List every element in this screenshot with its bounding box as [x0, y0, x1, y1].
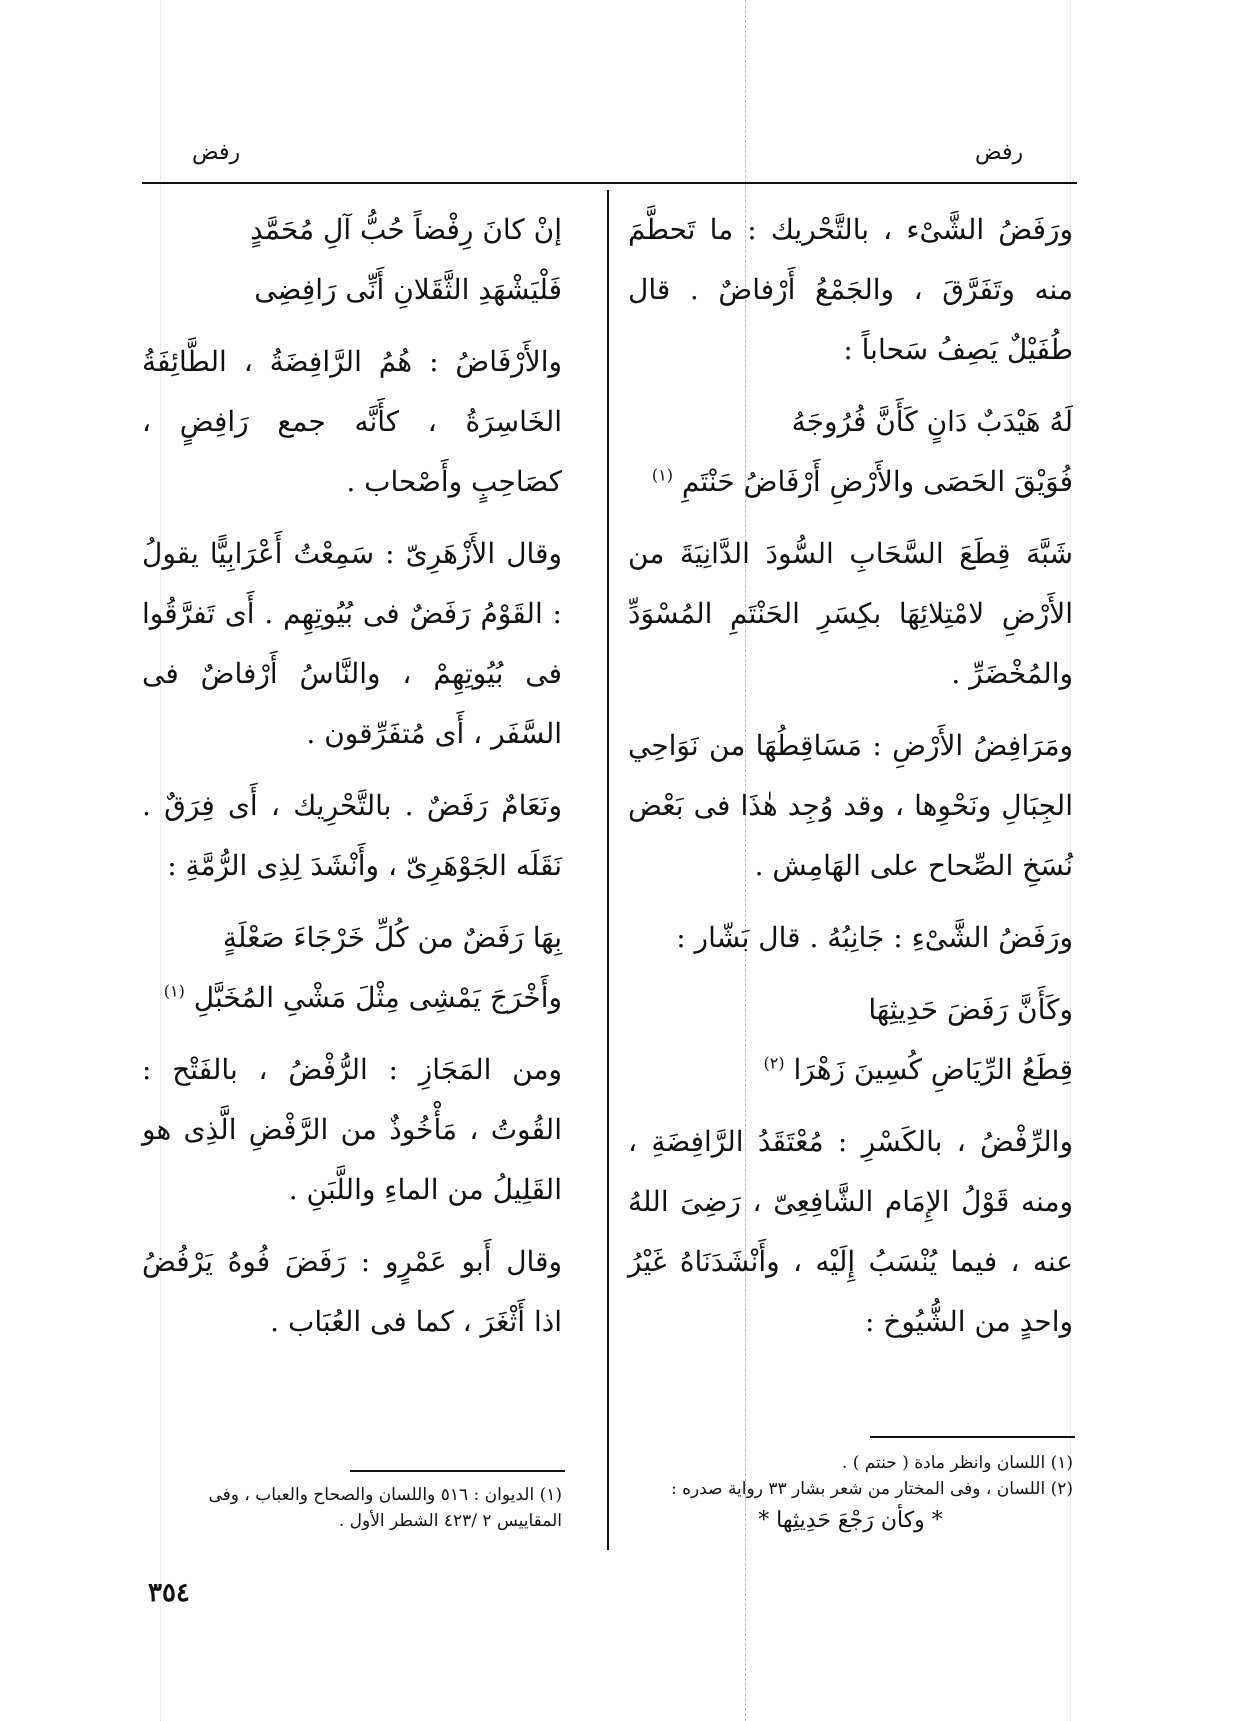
paragraph: ومَرَافِضُ الأَرْضِ : مَسَاقِطُهَا من نَوَاحِي الجِبَالِ ونَحْوِها ، وقد وُجِد هٰذَا فى بَعْض نُسَخِ الصِّحاح على الهَامِش .: [628, 729, 1073, 882]
page-number: ٣٥٤: [148, 1578, 190, 1608]
footnote-verse: * وكأن رَجْعَ حَدِيثِها *: [758, 1508, 943, 1533]
footnote-marker: (١): [163, 981, 185, 1001]
column-divider: [607, 190, 609, 1550]
footnote-rule: [350, 1470, 565, 1472]
footnote-marker: (٢): [763, 1053, 785, 1073]
running-head-right: رفض: [975, 140, 1024, 165]
verse: [628, 392, 1073, 512]
running-head-left: رفض: [192, 140, 241, 165]
footnotes-left: [142, 1482, 562, 1534]
verse-line: لَهُ هَيْدَبٌ دَانٍ كَأَنَّ فُرُوجَهُ: [791, 405, 1073, 438]
paragraph: وقال الأَزْهَرِىّ : سَمِعْتُ أَعْرَابِيًّا يقولُ : القَوْمُ رَفَضٌ فى بُيُوتِهِم . أَى تَفرَّقُوا فى بُيُوتِهِمْ ، والنَّاسُ أَرْفاضٌ فى السَّفَر ، أَى مُتفَرِّقون .: [142, 537, 562, 750]
verse: [142, 908, 562, 1028]
paragraph: والرِّفْضُ ، بالكَسْرِ : مُعْتَقَدُ الرَّافِضَةِ ، ومنه قَوْلُ الإِمَام الشَّافِعِىّ ، رَضِىَ اللهُ عنه ، فيما يُنْسَبُ إِلَيْه ، وأَنْشَدَنَاهُ غَيْرُ واحدٍ من الشُّيُوخ :: [628, 1125, 1073, 1338]
paragraph: ورَفَضُ الشَّىْءِ : جَانِبُهُ . قال بَشّار :: [676, 921, 1073, 954]
footnote: (١) اللسان وانظر مادة ( حنتم ) .: [841, 1453, 1073, 1473]
paragraph: وقال أَبو عَمْرٍو : رَفَضَ فُوهُ يَرْفُضُ اذا أَثْغَرَ ، كما فى العُبَاب .: [142, 1245, 562, 1338]
verse-line: إنْ كانَ رِفْضاً حُبُّ آلِ مُحَمَّدٍ: [250, 213, 562, 246]
footnotes-right: [628, 1450, 1073, 1534]
header-rule: [142, 182, 1077, 184]
verse-line: فُوَيْقَ الحَصَى والأَرْضِ أَرْفَاضُ حَنْتَمِ: [681, 465, 1073, 498]
verse-line: قِطَعُ الرِّيَاضِ كُسِينَ زَهْرَا: [793, 1053, 1073, 1086]
footnote: (٢) اللسان ، وفى المختار من شعر بشار ٣٣ رواية صدره :: [670, 1479, 1073, 1499]
paragraph: ومن المَجَازِ : الرُّفْضُ ، بالفَتْح : القُوتُ ، مَأْخُوذٌ من الرَّفْضِ الَّذِى هو القَلِيلُ من الماءِ واللَّبَنِ .: [142, 1053, 562, 1206]
right-column: [628, 200, 1073, 1364]
verse: [628, 980, 1073, 1100]
paragraph: شَبَّهَ قِطَعَ السَّحَابِ السُّودَ الدَّانِيَةَ من الأَرْضِ لامْتِلائِهَا بكِسَرِ الحَنْتَمِ المُسْوَدِّ والمُخْضَرِّ .: [628, 537, 1073, 690]
verse-line: بِهَا رَفَضٌ من كُلِّ خَرْجَاءَ صَعْلَةٍ: [222, 921, 562, 954]
footnote: (١) الديوان : ٥١٦ واللسان والصحاح والعباب ، وفى المقاييس ٢ /٤٢٣ الشطر الأول .: [208, 1485, 562, 1531]
verse: [142, 200, 562, 320]
footnote-marker: (١): [651, 465, 673, 485]
verse-line: وأَخْرَجَ يَمْشِى مِثْلَ مَشْىِ المُخَبَّلِ: [193, 981, 562, 1014]
footnote-rule: [870, 1436, 1075, 1438]
verse-line: فَلْيَشْهَدِ الثَّقَلانِ أَنِّى رَافِضِى: [254, 273, 562, 306]
paragraph: ورَفَضُ الشَّىْء ، بالتَّحْريك : ما تَحطَّمَ منه وتَفَرَّقَ ، والجَمْعُ أَرْفاضٌ . قال طُفَيْلٌ يَصِفُ سَحاباً :: [628, 213, 1073, 366]
left-column: [142, 200, 562, 1364]
paragraph: ونَعَامٌ رَفَضٌ . بالتَّحْرِيك ، أَى فِرَقٌ . نَقَلَه الجَوْهَرِىّ ، وأَنْشَدَ لِذِى الرُّمَّةِ :: [142, 789, 562, 882]
verse-line: وكَأَنَّ رَفَضَ حَدِيثِهَا: [868, 993, 1073, 1026]
paragraph: والأَرْفَاضُ : هُمُ الرَّافِضَةُ ، الطَّائِفَةُ الخَاسِرَةُ ، كأَنَّه جمع رَافِضٍ ، كصَاحِبٍ وأَصْحاب .: [142, 345, 562, 498]
